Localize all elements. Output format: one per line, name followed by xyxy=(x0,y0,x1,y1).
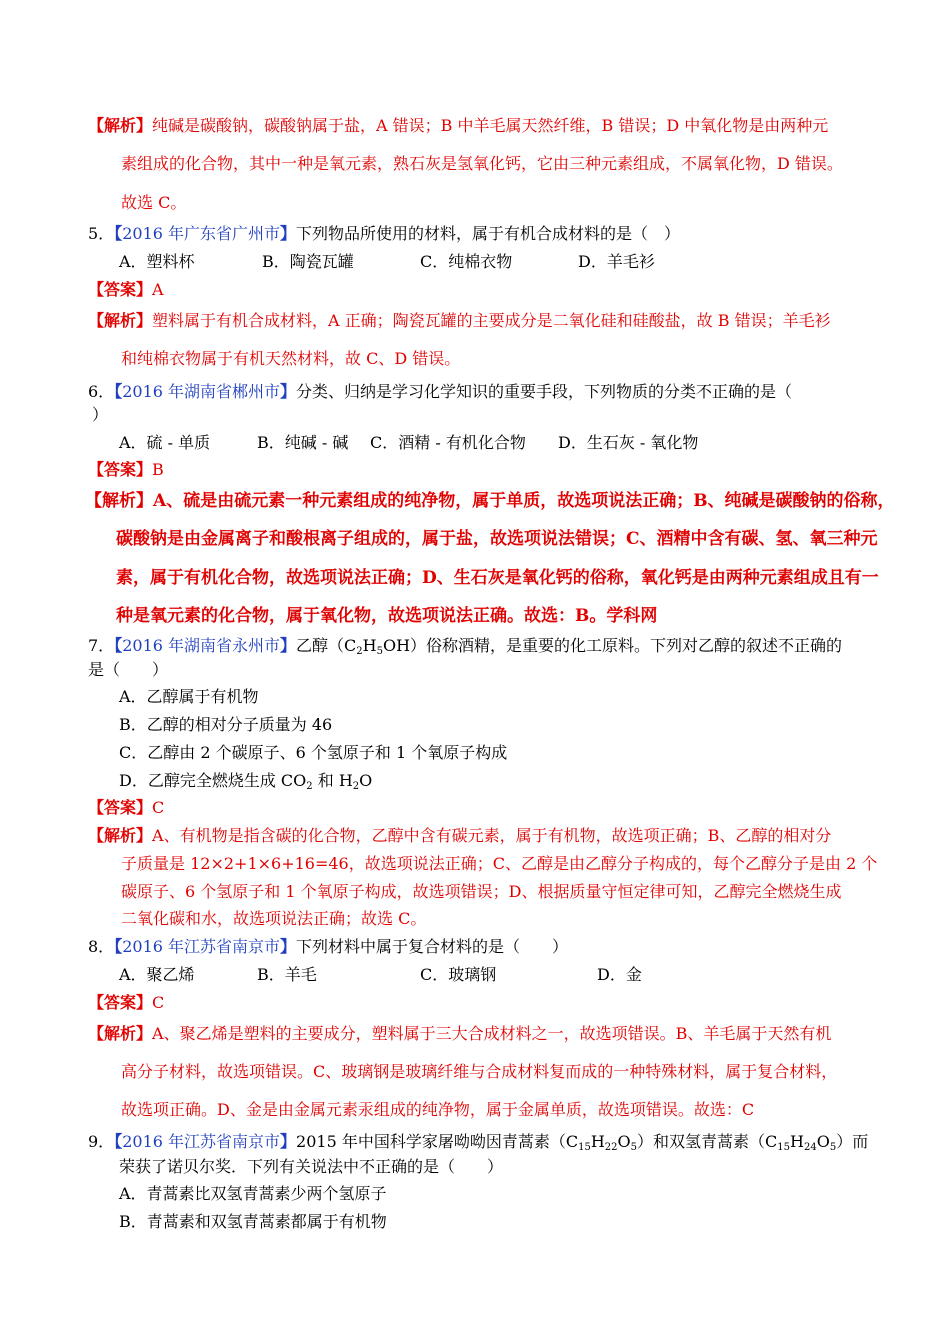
q7-analysis-line: 子质量是 12×2+1×6+16=46，故选项说法正确；C、乙醇是由乙醇分子构成的，每个乙醇分子是由 2 个 xyxy=(121,854,878,873)
option-b: B．羊毛 xyxy=(257,965,317,984)
option-c: C．纯棉衣物 xyxy=(420,252,513,271)
q8-analysis-line: 【解析】A、聚乙烯是塑料的主要成分，塑料属于三大合成材料之一，故选项错误。B、羊毛属于天然有机 xyxy=(88,1024,832,1043)
q7-analysis-line: 碳原子、6 个氢原子和 1 个氧原子构成，故选项错误；D、根据质量守恒定律可知，乙醇完全燃烧生成 xyxy=(121,882,842,901)
option-a: A．乙醇属于有机物 xyxy=(119,687,259,706)
question-6-stem: 6．【2016 年湖南省郴州市】分类、归纳是学习化学知识的重要手段，下列物质的分类不正确的是（ xyxy=(88,382,793,401)
q8-analysis-line: 故选项正确。D、金是由金属元素汞组成的纯净物，属于金属单质，故选项错误。故选：C xyxy=(121,1100,755,1119)
option-d: D．生石灰 - 氧化物 xyxy=(558,433,699,452)
option-c: C．乙醇由 2 个碳原子、6 个氢原子和 1 个氧原子构成 xyxy=(119,743,508,762)
q4-analysis-line: 故选 C。 xyxy=(121,193,187,212)
option-c: C．酒精 - 有机化合物 xyxy=(370,433,526,452)
q6-analysis-line: 种是氧元素的化合物，属于氧化物，故选项说法正确。故选：B。学科网 xyxy=(116,606,658,626)
question-source: 2016 年江苏省南京市 xyxy=(122,937,281,956)
q7-analysis-line: 二氧化碳和水，故选项说法正确；故选 C。 xyxy=(121,909,427,928)
q4-analysis-line: 素组成的化合物，其中一种是氧元素，熟石灰是氢氧化钙，它由三种元素组成，不属氧化物，D 错误。 xyxy=(121,154,843,173)
question-7-stem-cont: 是（ ） xyxy=(88,660,169,679)
option-a: A．塑料杯 xyxy=(119,252,195,271)
option-a: A．青蒿素比双氢青蒿素少两个氢原子 xyxy=(119,1184,387,1203)
q5-analysis-line: 【解析】塑料属于有机合成材料，A 正确；陶瓷瓦罐的主要成分是二氧化硅和硅酸盐，故 B 错误；羊毛衫 xyxy=(88,311,831,330)
option-d: D．金 xyxy=(597,965,642,984)
option-d: D．乙醇完全燃烧生成 $CO_2$ 和 $H_2O$ xyxy=(119,771,373,792)
option-b: B．陶瓷瓦罐 xyxy=(262,252,354,271)
analysis-tag: 【解析】 xyxy=(88,116,153,135)
option-a: A．聚乙烯 xyxy=(119,965,195,984)
question-9-stem-cont: 荣获了诺贝尔奖．下列有关说法中不正确的是（ ） xyxy=(119,1157,504,1176)
question-7-stem: 7．【2016 年湖南省永州市】乙醇$(C_2H_5OH)$俗称酒精，是重要的化工原料。下列对乙醇的叙述不正确的 xyxy=(88,636,843,657)
question-source: 2016 年湖南省郴州市 xyxy=(122,382,281,401)
q8-answer: 【答案】C xyxy=(88,993,165,1012)
question-source: 2016 年湖南省永州市 xyxy=(122,636,281,655)
question-source: 2016 年广东省广州市 xyxy=(122,224,281,243)
question-6-stem-cont: ） xyxy=(92,405,109,424)
option-d: D．羊毛衫 xyxy=(578,252,655,271)
question-5-stem: 5．【2016 年广东省广州市】下列物品所使用的材料，属于有机合成材料的是（ ） xyxy=(88,224,681,243)
q5-analysis-line: 和纯棉衣物属于有机天然材料，故 C、D 错误。 xyxy=(121,349,461,368)
option-b: B．纯碱 - 碱 xyxy=(257,433,349,452)
q8-analysis-line: 高分子材料，故选项错误。C、玻璃钢是玻璃纤维与合成材料复而成的一种特殊材料，属于复合材料， xyxy=(121,1062,838,1081)
option-c: C．玻璃钢 xyxy=(420,965,497,984)
option-b: B．乙醇的相对分子质量为 46 xyxy=(119,715,333,734)
q6-analysis-line: 素，属于有机化合物，故选项说法正确；D、生石灰是氧化钙的俗称，氧化钙是由两种元素组成且有一 xyxy=(116,568,879,588)
q7-analysis-line: 【解析】A、有机物是指含碳的化合物，乙醇中含有碳元素，属于有机物，故选项正确；B、乙醇的相对分 xyxy=(88,826,832,845)
q6-answer: 【答案】B xyxy=(88,460,164,479)
question-8-stem: 8．【2016 年江苏省南京市】下列材料中属于复合材料的是（ ） xyxy=(88,937,569,956)
option-b: B．青蒿素和双氢青蒿素都属于有机物 xyxy=(119,1212,387,1231)
question-source: 2016 年江苏省南京市 xyxy=(122,1132,281,1151)
q4-analysis-line: 【解析】纯碱是碳酸钠，碳酸钠属于盐，A 错误；B 中羊毛属天然纤维，B 错误；D 中氧化物是由两种元 xyxy=(88,116,829,135)
q6-analysis-line: 碳酸钠是由金属离子和酸根离子组成的，属于盐，故选项说法错误；C、酒精中含有碳、氢、氧三种元 xyxy=(116,529,878,549)
q5-answer: 【答案】A xyxy=(88,280,164,299)
option-a: A．硫 - 单质 xyxy=(119,433,211,452)
question-9-stem: 9．【2016 年江苏省南京市】2015 年中国科学家屠呦呦因青蒿素$(C_{15}H_{22}O_5)$和双氢青蒿素$(C_{15}H_{24}O_5)$而 xyxy=(88,1132,869,1153)
q7-answer: 【答案】C xyxy=(88,798,165,817)
q6-analysis-line: 【解析】A、硫是由硫元素一种元素组成的纯净物，属于单质，故选项说法正确；B、纯碱是碳酸钠的俗称， xyxy=(85,491,895,511)
